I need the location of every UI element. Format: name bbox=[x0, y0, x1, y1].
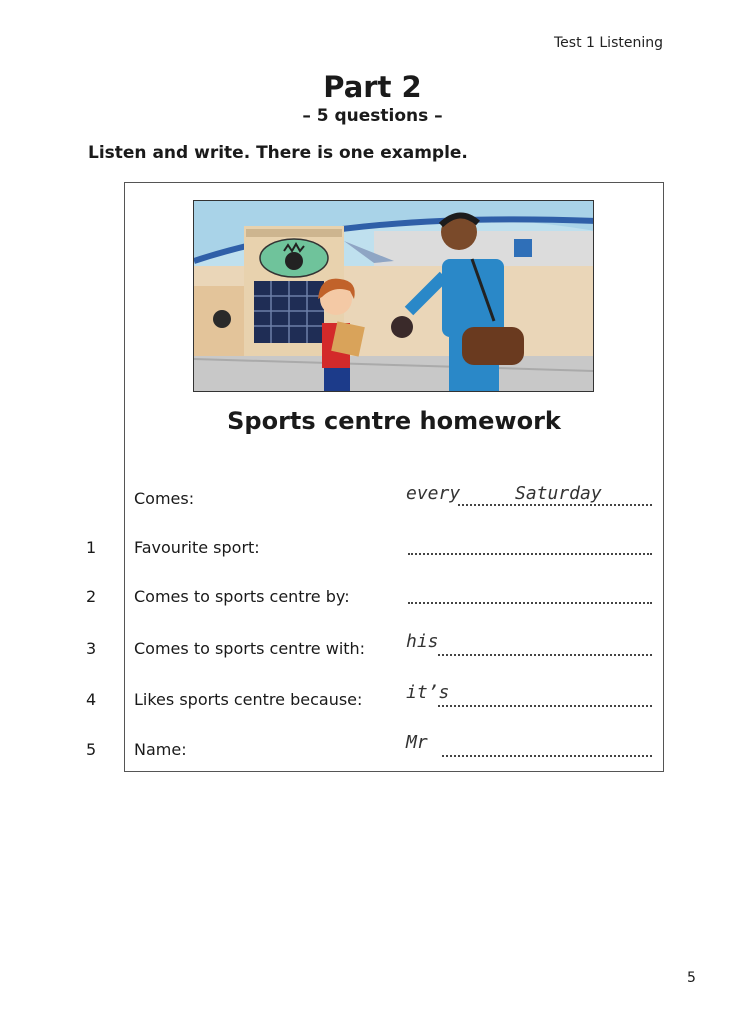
answer-field-1[interactable] bbox=[408, 553, 652, 555]
row-label-likes-because: Likes sports centre because: bbox=[134, 690, 363, 709]
answer-example-saturday: Saturday bbox=[515, 483, 602, 504]
answer-field-2[interactable] bbox=[408, 602, 652, 604]
prefix-mr: Mr bbox=[406, 732, 428, 753]
answer-field-example bbox=[458, 504, 652, 506]
row-label-comes: Comes: bbox=[134, 489, 195, 508]
question-number-4: 4 bbox=[86, 690, 97, 709]
answer-field-4[interactable] bbox=[438, 705, 652, 707]
question-number-3: 3 bbox=[86, 639, 97, 658]
question-number-5: 5 bbox=[86, 740, 97, 759]
page-number: 5 bbox=[687, 970, 696, 986]
row-label-name: Name: bbox=[134, 740, 187, 759]
prefix-its: it’s bbox=[406, 682, 450, 703]
prefix-every: every bbox=[406, 483, 461, 504]
row-label-comes-by: Comes to sports centre by: bbox=[134, 587, 350, 606]
answer-field-5[interactable] bbox=[442, 755, 652, 757]
row-label-comes-with: Comes to sports centre with: bbox=[134, 639, 366, 658]
header-label: Test 1 Listening bbox=[554, 35, 663, 51]
instruction: Listen and write. There is one example. bbox=[88, 143, 468, 163]
row-label-favourite-sport: Favourite sport: bbox=[134, 538, 260, 557]
sports-centre-illustration bbox=[193, 200, 594, 392]
question-number-2: 2 bbox=[86, 587, 97, 606]
prefix-his: his bbox=[406, 631, 439, 652]
part-title: Part 2 bbox=[323, 70, 422, 104]
question-number-1: 1 bbox=[86, 538, 97, 557]
answer-field-3[interactable] bbox=[438, 654, 652, 656]
question-count: – 5 questions – bbox=[302, 106, 443, 126]
form-title: Sports centre homework bbox=[227, 407, 561, 435]
